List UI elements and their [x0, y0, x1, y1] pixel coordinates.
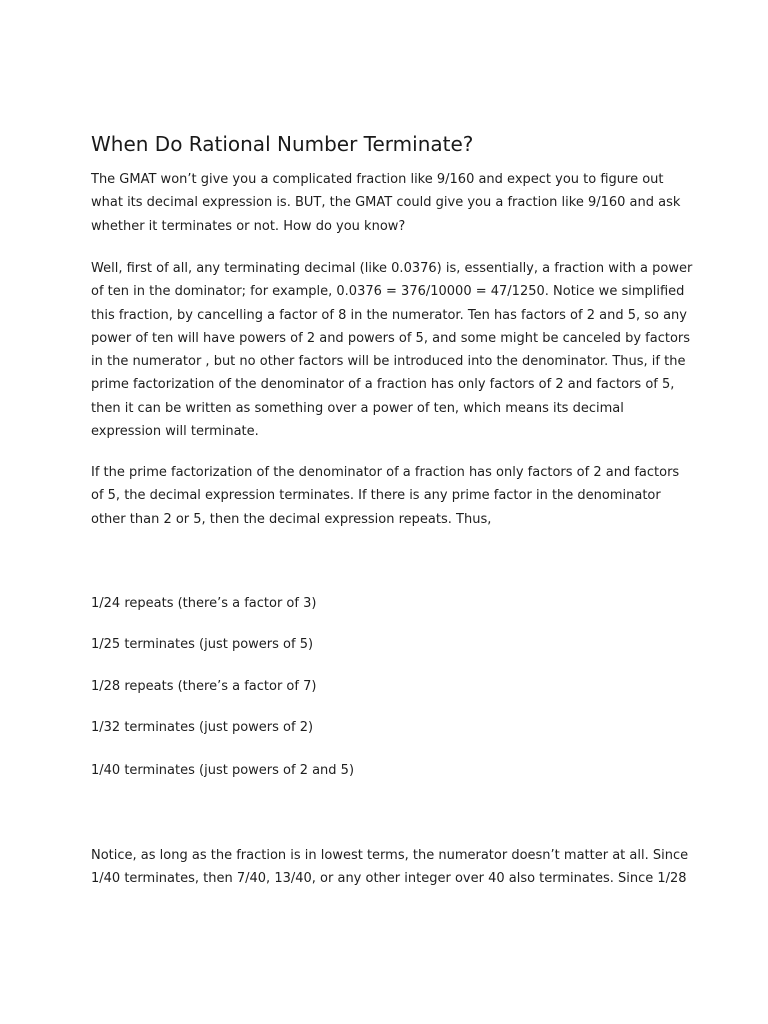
paragraph-conclusion: [91, 844, 688, 891]
paragraph-intro: [91, 168, 680, 238]
paragraph-explanation: [91, 257, 692, 443]
paragraph-line: of 5, the decimal expression terminates. If there is any prime factor in the denominator: [91, 488, 661, 504]
paragraph-line: 1/40 terminates, then 7/40, 13/40, or any other integer over 40 also terminates. Since 1/28: [91, 871, 687, 887]
paragraph-line: what its decimal expression is. BUT, the GMAT could give you a fraction like 9/160 and ask: [91, 195, 681, 211]
paragraph-line: other than 2 or 5, then the decimal expression repeats. Thus,: [91, 511, 492, 527]
paragraph-line: If the prime factorization of the denominator of a fraction has only factors of 2 and factors: [91, 465, 680, 480]
example-item: 1/28 repeats (there’s a factor of 7): [91, 679, 317, 694]
paragraph-line: The GMAT won’t give you a complicated fraction like 9/160 and expect you to figure out: [91, 172, 664, 187]
paragraph-line: this fraction, by cancelling a factor of 8 in the numerator. Ten has factors of 2 and 5, so any: [91, 307, 687, 323]
paragraph-line: Notice, as long as the fraction is in lowest terms, the numerator doesn’t matter at all. Since: [91, 848, 689, 863]
example-item: 1/40 terminates (just powers of 2 and 5): [91, 763, 355, 778]
example-item: 1/25 terminates (just powers of 5): [91, 637, 314, 652]
paragraph-line: whether it terminates or not. How do you know?: [91, 218, 406, 234]
page-title: When Do Rational Number Terminate?: [91, 132, 474, 156]
example-item: 1/32 terminates (just powers of 2): [91, 720, 314, 735]
paragraph-line: power of ten will have powers of 2 and powers of 5, and some might be canceled by factors: [91, 330, 691, 346]
paragraph-line: prime factorization of the denominator of a fraction has only factors of 2 and factors of 5,: [91, 377, 675, 393]
paragraph-line: expression will terminate.: [91, 424, 259, 440]
paragraph-line: then it can be written as something over a power of ten, which means its decimal: [91, 400, 624, 416]
example-item: 1/24 repeats (there’s a factor of 3): [91, 596, 317, 611]
paragraph-line: in the numerator , but no other factors will be introduced into the denominator. Thus, if the: [91, 354, 686, 370]
paragraph-line: Well, first of all, any terminating decimal (like 0.0376) is, essentially, a fraction with a power: [91, 261, 693, 276]
paragraph-line: of ten in the dominator; for example, 0.0376 = 376/10000 = 47/1250. Notice we simplified: [91, 284, 685, 300]
paragraph-rule: [91, 461, 679, 531]
